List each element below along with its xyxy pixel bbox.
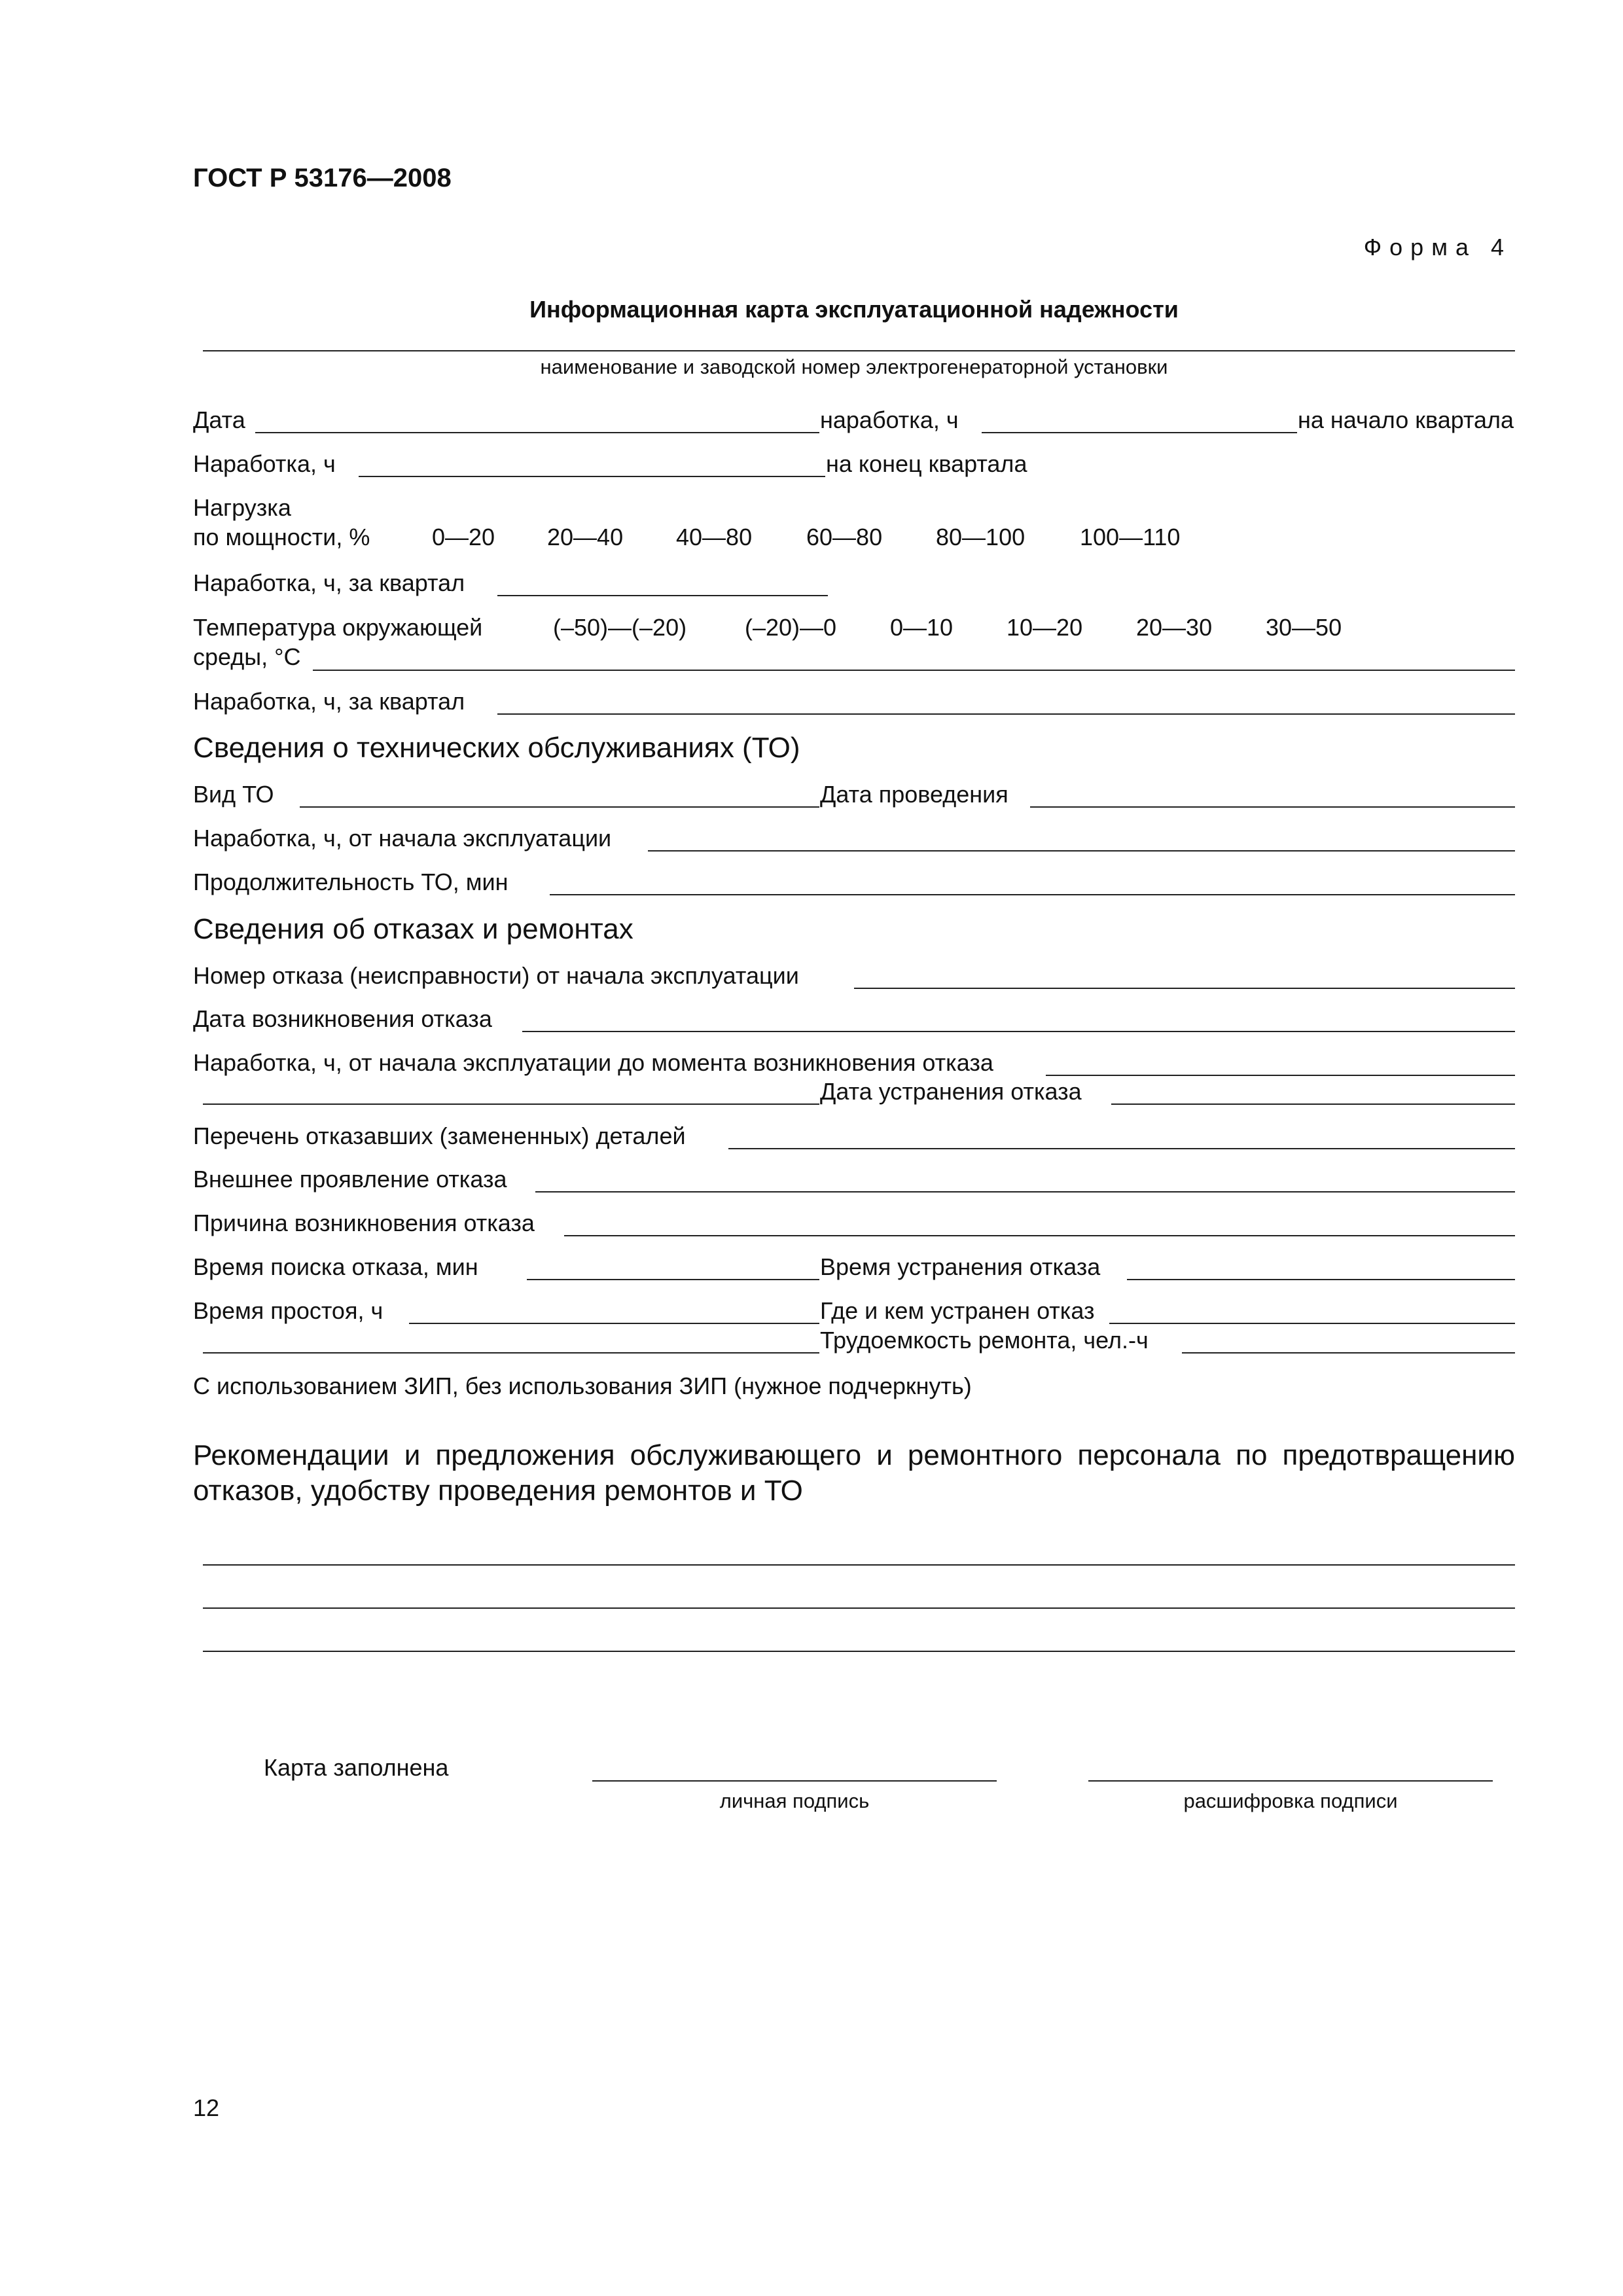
failure-number-label: Номер отказа (неисправности) от начала эксплуатации	[193, 962, 799, 989]
temp-range: 0—10	[890, 614, 954, 641]
fix-date-label: Дата устранения отказа	[820, 1078, 1082, 1105]
signature-decoding-caption: расшифровка подписи	[1183, 1789, 1398, 1812]
failures-heading: Сведения об отказах и ремонтах	[193, 913, 633, 945]
failure-number-field[interactable]	[854, 988, 1515, 989]
runtime-quarter-label-2: Наработка, ч, за квартал	[193, 688, 465, 715]
fix-date-field[interactable]	[1111, 1103, 1515, 1105]
runtime-quarter-field[interactable]	[497, 595, 828, 596]
unit-name-line[interactable]	[203, 350, 1515, 351]
temp-range: 10—20	[1007, 614, 1083, 641]
where-who-label: Где и кем устранен отказ	[820, 1297, 1095, 1324]
temp-label-line1: Температура окружающей	[193, 614, 483, 641]
runtime-start-field[interactable]	[982, 432, 1297, 433]
end-quarter-label: на конец квартала	[826, 450, 1027, 477]
signature-decoding-field[interactable]	[1088, 1780, 1493, 1782]
search-time-field[interactable]	[527, 1279, 819, 1280]
to-runtime-field[interactable]	[648, 850, 1515, 852]
load-range: 60—80	[806, 524, 883, 550]
to-date-field[interactable]	[1030, 806, 1515, 808]
parts-field[interactable]	[728, 1148, 1515, 1149]
downtime-field[interactable]	[409, 1323, 819, 1324]
to-duration-field[interactable]	[550, 894, 1515, 895]
load-range: 0—20	[432, 524, 495, 550]
load-label-line1: Нагрузка	[193, 494, 291, 521]
recommendations-line[interactable]	[203, 1564, 1515, 1566]
failure-date-field[interactable]	[522, 1031, 1515, 1032]
fix-time-label: Время устранения отказа	[820, 1253, 1101, 1280]
to-section-heading: Сведения о технических обслуживаниях (ТО)	[193, 732, 800, 764]
manifest-label: Внешнее проявление отказа	[193, 1166, 507, 1193]
labor-label: Трудоемкость ремонта, чел.-ч	[820, 1327, 1149, 1354]
zip-note: С использованием ЗИП, без использования ЗИП (нужное подчеркнуть)	[193, 1372, 972, 1399]
runtime-end-field[interactable]	[359, 476, 825, 477]
where-who-field-cont[interactable]	[203, 1352, 819, 1354]
to-duration-label: Продолжительность ТО, мин	[193, 869, 508, 895]
labor-field[interactable]	[1182, 1352, 1515, 1354]
load-range: 80—100	[936, 524, 1026, 550]
card-filled-label: Карта заполнена	[264, 1754, 449, 1781]
temp-range: (–20)—0	[745, 614, 837, 641]
temp-field[interactable]	[313, 670, 1515, 671]
to-date-label: Дата проведения	[820, 781, 1008, 808]
temp-range: 20—30	[1136, 614, 1213, 641]
runtime-quarter-label: Наработка, ч, за квартал	[193, 569, 465, 596]
temp-label-line2: среды, °С	[193, 643, 301, 670]
cause-field[interactable]	[564, 1235, 1515, 1236]
signature-field[interactable]	[592, 1780, 997, 1782]
recommendations-heading: Рекомендации и предложения обслуживающего и ремонтного персонала по предотвращению отказов, удобству проведения ремонтов и ТО	[193, 1439, 1515, 1507]
load-range: 40—80	[676, 524, 753, 550]
load-range: 100—110	[1080, 524, 1181, 550]
date-label: Дата	[193, 406, 245, 433]
page-number: 12	[193, 2094, 220, 2121]
downtime-label: Время простоя, ч	[193, 1297, 383, 1324]
search-time-label: Время поиска отказа, мин	[193, 1253, 478, 1280]
recommendations-line[interactable]	[203, 1651, 1515, 1652]
load-range: 20—40	[547, 524, 624, 550]
manifest-field[interactable]	[535, 1191, 1515, 1193]
failure-runtime-field-cont[interactable]	[203, 1103, 819, 1105]
unit-name-caption: наименование и заводской номер электрогенераторной установки	[540, 355, 1168, 378]
runtime-end-label: Наработка, ч	[193, 450, 336, 477]
to-runtime-label: Наработка, ч, от начала эксплуатации	[193, 825, 612, 852]
failure-runtime-field[interactable]	[1046, 1075, 1515, 1076]
fix-time-field[interactable]	[1127, 1279, 1515, 1280]
signature-caption: личная подпись	[719, 1789, 870, 1812]
date-field[interactable]	[255, 432, 819, 433]
where-who-field[interactable]	[1109, 1323, 1515, 1324]
form-label: Форма 4	[1363, 234, 1512, 260]
runtime-label: наработка, ч	[820, 406, 959, 433]
form-title: Информационная карта эксплуатационной надежности	[529, 296, 1179, 323]
runtime-quarter-field-2[interactable]	[497, 713, 1515, 715]
load-label-line2: по мощности, %	[193, 524, 370, 550]
failure-runtime-label: Наработка, ч, от начала эксплуатации до момента возникновения отказа	[193, 1049, 993, 1076]
parts-label: Перечень отказавших (замененных) деталей	[193, 1122, 686, 1149]
cause-label: Причина возникновения отказа	[193, 1210, 535, 1236]
temp-range: 30—50	[1266, 614, 1342, 641]
to-type-field[interactable]	[300, 806, 819, 808]
to-type-label: Вид ТО	[193, 781, 274, 808]
document-id: ГОСТ Р 53176—2008	[193, 164, 452, 192]
temp-range: (–50)—(–20)	[553, 614, 687, 641]
start-quarter-label: на начало квартала	[1298, 406, 1514, 433]
failure-date-label: Дата возникновения отказа	[193, 1005, 492, 1032]
recommendations-line[interactable]	[203, 1607, 1515, 1609]
